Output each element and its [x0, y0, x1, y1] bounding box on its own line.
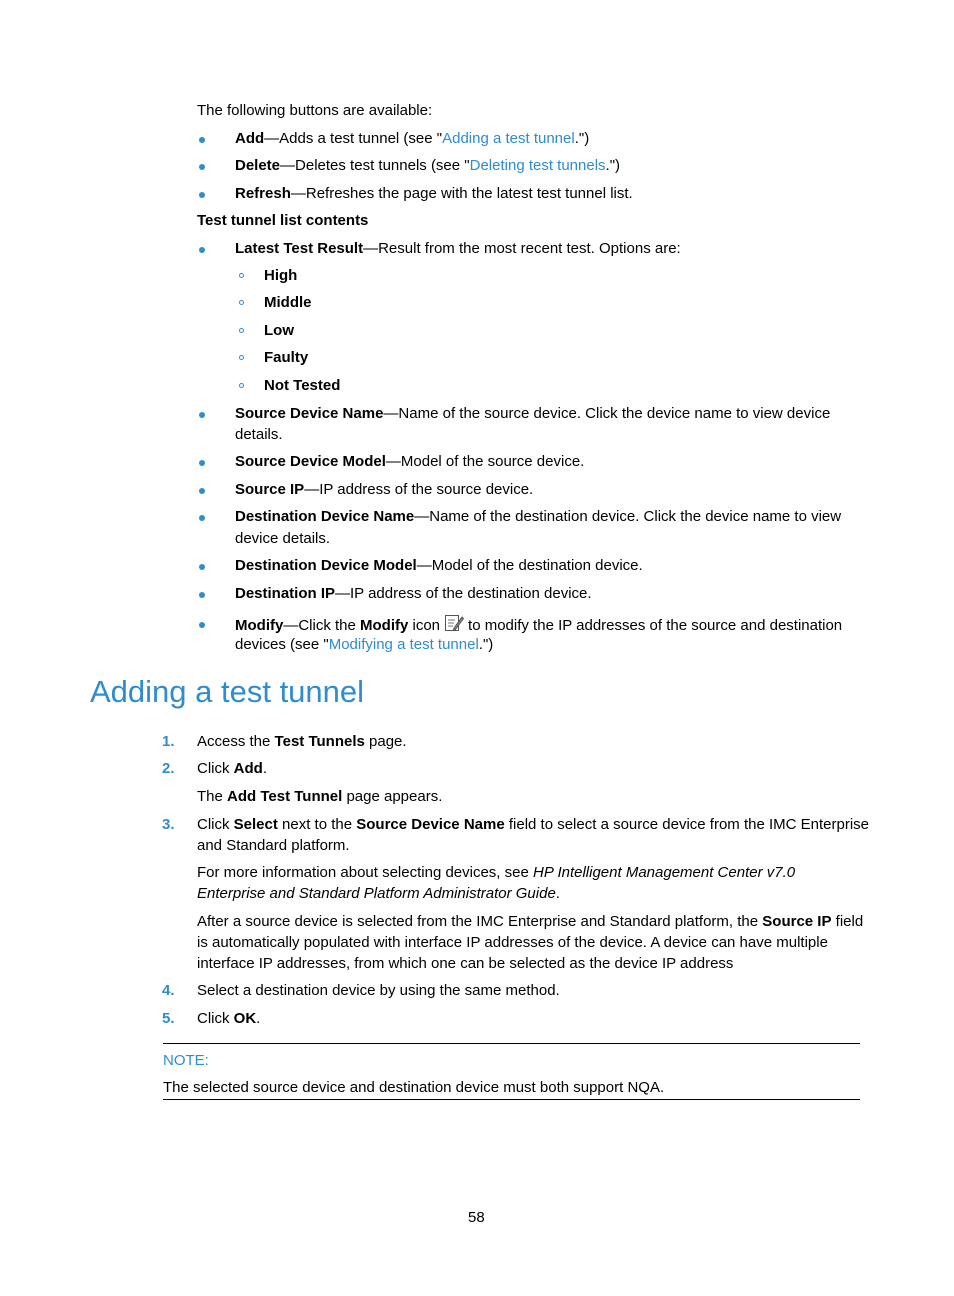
term: Add Test Tunnel — [227, 788, 343, 805]
circle-bullet-icon — [239, 273, 244, 278]
option-item: Faulty — [264, 349, 309, 366]
button-item-refresh — [235, 183, 633, 204]
bullet-icon — [199, 164, 205, 170]
circle-bullet-icon — [239, 328, 244, 333]
note-bottom-rule — [163, 1099, 860, 1100]
field-latest-test-result — [235, 238, 681, 259]
text: Click — [197, 760, 234, 777]
term: Delete — [235, 157, 281, 174]
term: Test Tunnels — [274, 733, 365, 750]
text-end: page appears. — [342, 788, 443, 805]
field-source-ip — [235, 479, 533, 500]
term: Select — [233, 816, 278, 833]
field-destination-ip — [235, 583, 592, 604]
option-item: Low — [264, 322, 294, 339]
term: Add — [233, 760, 263, 777]
text: Access the — [197, 733, 275, 750]
term: Modify — [235, 617, 284, 634]
term: Source IP — [235, 481, 305, 498]
desc: —Name of the destination device. Click the device name to view — [414, 508, 842, 525]
text-end: field — [831, 913, 864, 930]
bullet-icon — [199, 488, 205, 494]
term: Source Device Name — [356, 816, 505, 833]
text-end: . — [262, 760, 268, 777]
text-end: . — [555, 885, 560, 902]
bullet-icon — [199, 192, 205, 198]
term: Refresh — [235, 185, 291, 202]
list-heading: Test tunnel list contents — [197, 212, 369, 229]
step-3-after-line3: interface IP addresses, from which one can be selected as the device IP address — [197, 955, 734, 972]
circle-bullet-icon — [239, 383, 244, 388]
term: Source IP — [762, 913, 832, 930]
desc: —Deletes test tunnels (see " — [280, 157, 470, 174]
step-number: 3. — [162, 816, 175, 833]
bullet-icon — [199, 412, 205, 418]
guide-title: HP Intelligent Management Center v7.0 — [533, 864, 796, 881]
step-3-more-info — [197, 862, 795, 883]
step-3-after — [197, 911, 863, 932]
desc: devices (see " — [235, 636, 329, 653]
circle-bullet-icon — [239, 300, 244, 305]
text: For more information about selecting devices, see — [197, 864, 533, 881]
text-end: page. — [364, 733, 407, 750]
bullet-icon — [199, 137, 205, 143]
circle-bullet-icon — [239, 355, 244, 360]
term: Destination Device Name — [235, 508, 415, 525]
link-modifying-test-tunnel[interactable]: Modifying a test tunnel — [328, 636, 479, 653]
text: field to select a source device from the IMC Enterprise — [504, 816, 870, 833]
term: Destination IP — [235, 585, 336, 602]
step-2-note — [197, 786, 442, 807]
bullet-icon — [199, 592, 205, 598]
field-modify-cont — [235, 634, 493, 655]
term: Source Device Model — [235, 453, 386, 470]
note-label: NOTE: — [163, 1052, 209, 1069]
term: Destination Device Model — [235, 557, 417, 574]
step-5 — [197, 1008, 260, 1029]
text: Click — [197, 816, 234, 833]
desc: —Model of the source device. — [385, 453, 585, 470]
field-destination-device-model — [235, 555, 643, 576]
desc: —IP address of the source device. — [304, 481, 534, 498]
text-end: . — [256, 1010, 261, 1027]
field-destination-device-name-cont: device details. — [235, 530, 331, 547]
text: After a source device is selected from the IMC Enterprise and Standard platform, the — [197, 913, 763, 930]
field-source-device-name-cont: details. — [235, 426, 283, 443]
section-title: Adding a test tunnel — [90, 674, 365, 709]
modify-term: Modify — [360, 617, 409, 634]
field-source-device-name — [235, 403, 830, 424]
step-number: 5. — [162, 1010, 175, 1027]
desc: —Name of the source device. Click the device name to view device — [383, 405, 831, 422]
step-number: 4. — [162, 982, 175, 999]
desc: —Result from the most recent test. Options are: — [363, 240, 681, 257]
option-item: High — [264, 267, 298, 284]
button-item-delete — [235, 155, 620, 176]
step-3 — [197, 814, 869, 835]
page-number: 58 — [468, 1209, 485, 1226]
option-item: Middle — [264, 294, 312, 311]
button-item-add — [235, 128, 589, 149]
bullet-icon — [199, 460, 205, 466]
note-text: The selected source device and destination device must both support NQA. — [163, 1079, 665, 1096]
desc-end: .") — [605, 157, 621, 174]
bullet-icon — [199, 247, 205, 253]
intro-text: The following buttons are available: — [197, 102, 433, 119]
term: Latest Test Result — [235, 240, 364, 257]
desc: —Refreshes the page with the latest test tunnel list. — [290, 185, 633, 202]
desc-end: .") — [574, 130, 590, 147]
desc: —Model of the destination device. — [416, 557, 643, 574]
link-adding-test-tunnel[interactable]: Adding a test tunnel — [442, 130, 575, 147]
text: next to the — [277, 816, 357, 833]
term: Source Device Name — [235, 405, 384, 422]
desc: —Click the — [283, 617, 361, 634]
bullet-icon — [199, 515, 205, 521]
step-3-more-info-cont — [197, 883, 560, 904]
step-3-after-line2: is automatically populated with interface IP addresses of the device. A device can have multiple — [197, 934, 828, 951]
desc: —IP address of the destination device. — [335, 585, 592, 602]
term: Add — [235, 130, 265, 147]
desc: —Adds a test tunnel (see " — [264, 130, 443, 147]
step-1 — [197, 731, 407, 752]
desc-cont: to modify the IP addresses of the source and destination — [468, 617, 843, 634]
step-4: Select a destination device by using the same method. — [197, 982, 560, 999]
note-top-rule — [163, 1043, 860, 1044]
step-2 — [197, 758, 267, 779]
text: Click — [197, 1010, 234, 1027]
bullet-icon — [199, 622, 205, 628]
option-item: Not Tested — [264, 377, 341, 394]
field-source-device-model — [235, 451, 584, 472]
text: The — [197, 788, 228, 805]
field-destination-device-name — [235, 506, 841, 527]
link-deleting-test-tunnels[interactable]: Deleting test tunnels — [469, 157, 606, 174]
term: OK — [233, 1010, 257, 1027]
desc-icon: icon — [408, 617, 441, 634]
bullet-icon — [199, 564, 205, 570]
step-3-cont: and Standard platform. — [197, 837, 350, 854]
step-number: 1. — [162, 733, 175, 750]
guide-title-cont: Enterprise and Standard Platform Administrator Guide — [197, 885, 556, 902]
step-number: 2. — [162, 760, 175, 777]
desc-end: .") — [478, 636, 494, 653]
